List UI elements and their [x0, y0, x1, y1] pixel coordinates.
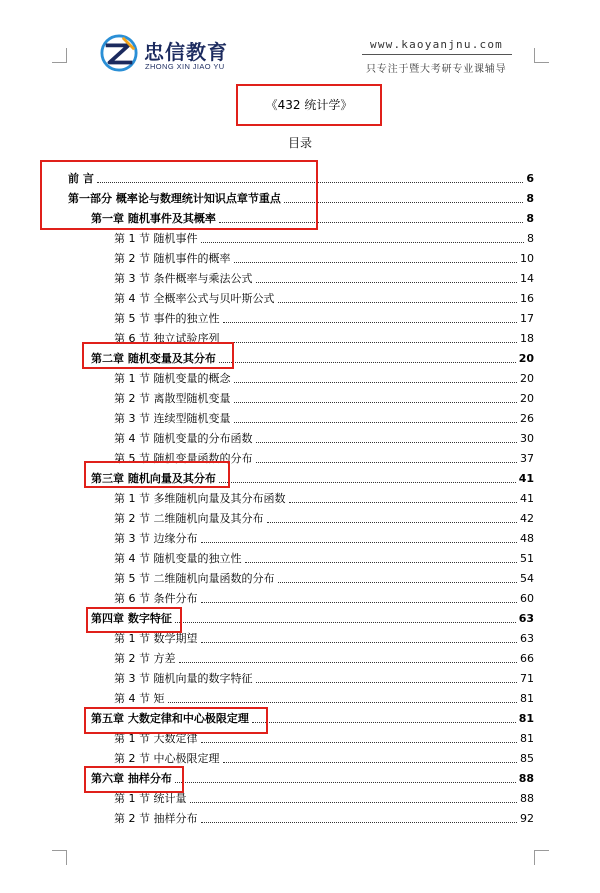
- toc-entry-section[interactable]: [114, 368, 534, 386]
- toc-entry-section[interactable]: [114, 528, 534, 546]
- logo-subtitle: ZHONG XIN JIAO YU: [145, 62, 225, 71]
- toc-entry-page: 26: [520, 412, 534, 425]
- dot-leader: [219, 362, 516, 363]
- toc-entry-section[interactable]: [114, 588, 534, 606]
- toc-entry-label: 第 6 节 独立试验序列: [114, 332, 220, 345]
- dot-leader: [256, 462, 518, 463]
- dot-leader: [201, 542, 518, 543]
- toc-entry-page: 20: [520, 392, 534, 405]
- dot-leader: [175, 622, 516, 623]
- toc-entry-section[interactable]: [114, 648, 534, 666]
- toc-entry-page: 30: [520, 432, 534, 445]
- toc-entry-label: 第 1 节 统计量: [114, 792, 187, 805]
- highlight-box-preface-part1: [40, 160, 318, 230]
- toc-entry-section[interactable]: [114, 268, 534, 286]
- highlight-box-chapter-5: [84, 707, 268, 734]
- toc-entry-label: 第 5 节 随机变量函数的分布: [114, 452, 253, 465]
- dot-leader: [252, 722, 516, 723]
- toc-entry-label: 第 4 节 随机变量的分布函数: [114, 432, 253, 445]
- toc-entry-section[interactable]: [114, 408, 534, 426]
- toc-entry-page: 41: [520, 492, 534, 505]
- toc-entry-page: 41: [518, 472, 534, 485]
- toc-entry-section[interactable]: [114, 688, 534, 706]
- toc-entry-page: 81: [520, 732, 534, 745]
- toc-heading: 目录: [287, 136, 312, 150]
- dot-leader: [245, 562, 518, 563]
- highlight-box-chapter-6: [84, 766, 184, 793]
- toc-entry-section[interactable]: [114, 668, 534, 686]
- toc-entry-page: 37: [520, 452, 534, 465]
- toc-entry-label: 第 1 节 大数定律: [114, 732, 198, 745]
- toc-entry-label: 前 言: [68, 172, 94, 185]
- toc-entry-section[interactable]: [114, 288, 534, 306]
- toc-entry-page: 85: [520, 752, 534, 765]
- corner-mark-top-left: [52, 48, 67, 63]
- toc-entry-label: 第 1 节 随机变量的概念: [114, 372, 231, 385]
- toc-entry-page: 71: [520, 672, 534, 685]
- header-tagline: 只专注于暨大考研专业课辅导: [366, 64, 507, 75]
- dot-leader: [168, 702, 518, 703]
- toc-entry-label: 第 2 节 方差: [114, 652, 176, 665]
- header-divider: [362, 54, 512, 55]
- toc-entry-section[interactable]: [114, 428, 534, 446]
- toc-entry-label: 第 1 节 多维随机向量及其分布函数: [114, 492, 286, 505]
- toc-entry-page: 63: [520, 632, 534, 645]
- toc-entry-page: 18: [520, 332, 534, 345]
- toc-entry-label: 第 3 节 连续型随机变量: [114, 412, 231, 425]
- toc-entry-page: 8: [527, 232, 534, 245]
- toc-entry-page: 88: [520, 792, 534, 805]
- website-url: www.kaoyanjnu.com: [370, 38, 503, 51]
- toc-entry-label: 第 3 节 随机向量的数字特征: [114, 672, 253, 685]
- toc-entry-label: 第 4 节 全概率公式与贝叶斯公式: [114, 292, 275, 305]
- toc-entry-label: 第二章 随机变量及其分布: [91, 352, 216, 365]
- toc-entry-page: 20: [518, 352, 534, 365]
- toc-entry-page: 16: [520, 292, 534, 305]
- dot-leader: [223, 322, 518, 323]
- toc-entry-page: 54: [520, 572, 534, 585]
- toc-entry-page: 8: [526, 212, 534, 225]
- toc-entry-label: 第三章 随机向量及其分布: [91, 472, 216, 485]
- toc-entry-label: 第六章 抽样分布: [91, 772, 172, 785]
- toc-entry-page: 20: [520, 372, 534, 385]
- toc-entry-section[interactable]: [114, 488, 534, 506]
- dot-leader: [267, 522, 518, 523]
- toc-entry-page: 6: [526, 172, 534, 185]
- document-title: 《432 统计学》: [236, 84, 382, 126]
- toc-entry-label: 第一章 随机事件及其概率: [91, 212, 216, 225]
- dot-leader: [201, 822, 518, 823]
- highlight-box-chapter-3: [84, 461, 230, 488]
- toc-entry-label: 第 1 节 数学期望: [114, 632, 198, 645]
- toc-entry-page: 8: [526, 192, 534, 205]
- dot-leader: [278, 302, 518, 303]
- highlight-box-chapter-2: [82, 342, 234, 369]
- dot-leader: [201, 242, 525, 243]
- logo-name: 忠信教育: [144, 40, 228, 64]
- highlight-box-chapter-4: [86, 607, 182, 633]
- toc-entry-page: 81: [520, 692, 534, 705]
- toc-entry-label: 第 2 节 二维随机向量及其分布: [114, 512, 264, 525]
- toc-entry-section[interactable]: [114, 808, 534, 826]
- dot-leader: [201, 742, 518, 743]
- toc-entry-section[interactable]: [114, 548, 534, 566]
- zx-logo-icon: [100, 34, 138, 72]
- page-header: [100, 34, 515, 80]
- toc-entry-page: 88: [518, 772, 534, 785]
- toc-entry-page: 60: [520, 592, 534, 605]
- toc-entry-page: 66: [520, 652, 534, 665]
- dot-leader: [234, 402, 518, 403]
- toc-entry-page: 17: [520, 312, 534, 325]
- toc-entry-section[interactable]: [114, 508, 534, 526]
- dot-leader: [175, 782, 516, 783]
- dot-leader: [256, 442, 518, 443]
- toc-entry-page: 63: [518, 612, 534, 625]
- dot-leader: [256, 282, 518, 283]
- toc-entry-label: 第一部分 概率论与数理统计知识点章节重点: [68, 192, 281, 205]
- toc-entry-label: 第 2 节 抽样分布: [114, 812, 198, 825]
- toc-entry-label: 第 4 节 矩: [114, 692, 165, 705]
- toc-entry-page: 42: [520, 512, 534, 525]
- toc-entry-label: 第 5 节 事件的独立性: [114, 312, 220, 325]
- toc-entry-page: 92: [520, 812, 534, 825]
- toc-entry-label: 第五章 大数定律和中心极限定理: [91, 712, 249, 725]
- toc-entry-label: 第 2 节 中心极限定理: [114, 752, 220, 765]
- corner-mark-bottom-left: [52, 850, 67, 865]
- dot-leader: [234, 382, 518, 383]
- toc-entry-page: 10: [520, 252, 534, 265]
- corner-mark-top-right: [534, 48, 549, 63]
- toc-entry-section[interactable]: [114, 388, 534, 406]
- toc-entry-page: 14: [520, 272, 534, 285]
- dot-leader: [278, 582, 518, 583]
- dot-leader: [179, 662, 518, 663]
- dot-leader: [201, 602, 518, 603]
- dot-leader: [284, 202, 524, 203]
- dot-leader: [234, 422, 518, 423]
- toc-entry-section[interactable]: [114, 748, 534, 766]
- dot-leader: [223, 762, 518, 763]
- toc-entry-label: 第 2 节 随机事件的概率: [114, 252, 231, 265]
- toc-entry-page: 48: [520, 532, 534, 545]
- corner-mark-bottom-right: [534, 850, 549, 865]
- toc-entry-label: 第四章 数字特征: [91, 612, 172, 625]
- toc-entry-label: 第 1 节 随机事件: [114, 232, 198, 245]
- toc-entry-section[interactable]: [114, 248, 534, 266]
- toc-entry-section[interactable]: [114, 228, 534, 246]
- toc-entry-section[interactable]: [114, 308, 534, 326]
- dot-leader: [289, 502, 518, 503]
- dot-leader: [256, 682, 518, 683]
- toc-entry-label: 第 2 节 离散型随机变量: [114, 392, 231, 405]
- toc-entry-label: 第 6 节 条件分布: [114, 592, 198, 605]
- toc-entry-page: 51: [520, 552, 534, 565]
- dot-leader: [190, 802, 518, 803]
- dot-leader: [223, 342, 518, 343]
- toc-entry-label: 第 3 节 条件概率与乘法公式: [114, 272, 253, 285]
- toc-entry-label: 第 3 节 边缘分布: [114, 532, 198, 545]
- toc-entry-page: 81: [518, 712, 534, 725]
- toc-entry-label: 第 4 节 随机变量的独立性: [114, 552, 242, 565]
- toc-entry-section[interactable]: [114, 568, 534, 586]
- dot-leader: [234, 262, 518, 263]
- dot-leader: [201, 642, 518, 643]
- dot-leader: [219, 482, 516, 483]
- toc-entry-label: 第 5 节 二维随机向量函数的分布: [114, 572, 275, 585]
